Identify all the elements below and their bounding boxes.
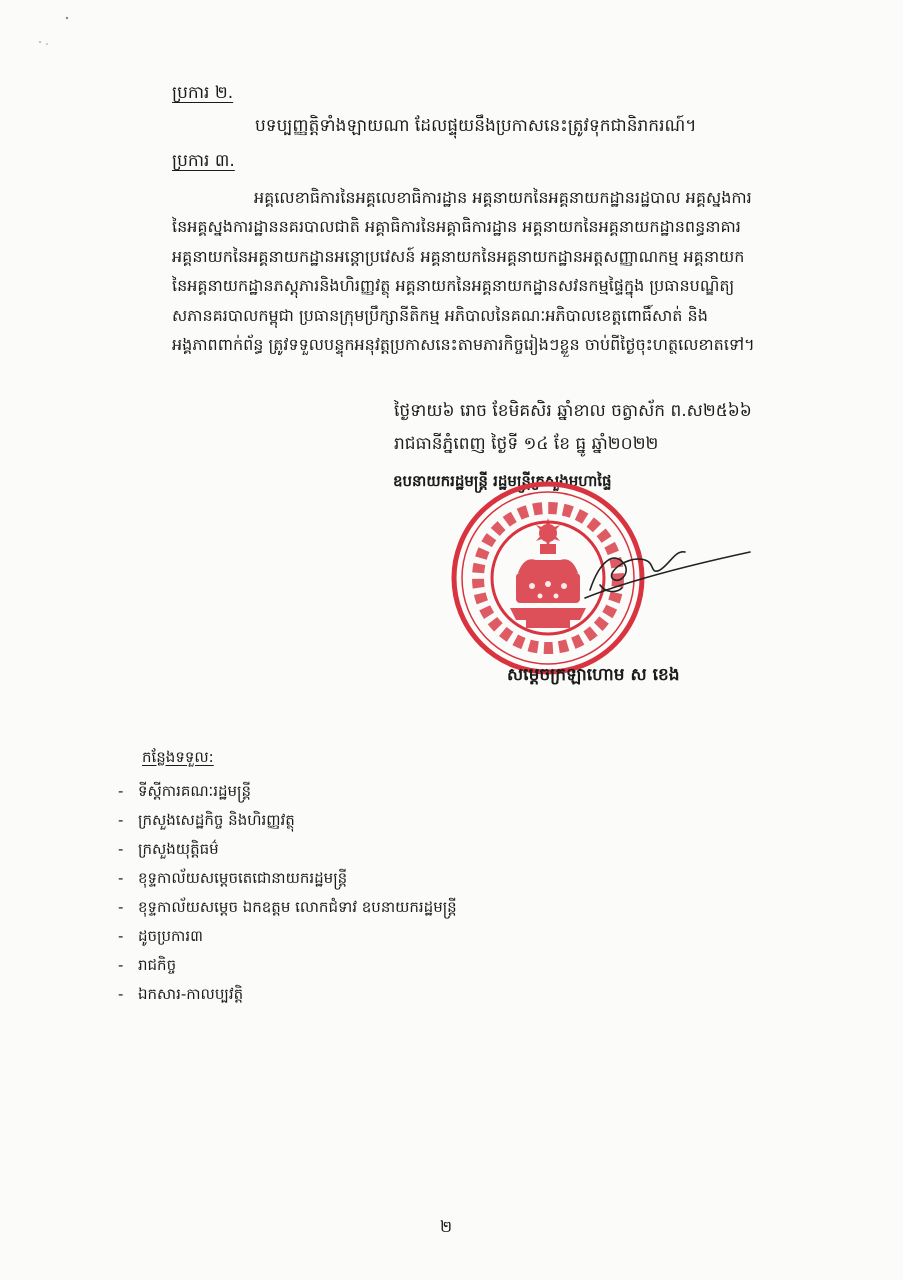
signer-name: សម្តេចក្រឡាហោម ស ខេង xyxy=(507,665,680,685)
article-3-line: អគ្គនាយកនៃអគ្គនាយកដ្ឋានអន្តោប្រវេសន៍ អគ្គនាយកនៃអគ្គនាយកដ្ឋានអត្តសញ្ញាណកម្ម អគ្គនាយក xyxy=(172,246,745,266)
lunar-date: ថ្ងៃទាយ៦ រោច ខែមិគសិរ ឆ្នាំខាល ចត្វាស័ក ព.ស២៥៦៦ xyxy=(394,401,752,421)
list-item: - ខុទ្ទកាល័យសម្តេចតេជោនាយករដ្ឋមន្ត្រី xyxy=(118,869,348,887)
list-item: - ទីស្តីការគណៈរដ្ឋមន្ត្រី xyxy=(118,782,252,800)
article-3-body xyxy=(172,183,872,359)
list-item: - រាជកិច្ច xyxy=(118,956,177,974)
list-item: - ដូចប្រការ៣ xyxy=(118,927,203,945)
article-2-title: ប្រការ ២. xyxy=(172,83,234,103)
scan-specks xyxy=(0,0,120,60)
recipients-title: កន្លែងទទួល: xyxy=(142,748,214,766)
handwritten-signature xyxy=(570,530,760,610)
article-2-text: បទប្បញ្ញត្តិទាំងឡាយណា ដែលផ្ទុយនឹងប្រកាសនេះត្រូវទុកជានិរាករណ៍។ xyxy=(255,116,697,136)
solar-date: រាជធានីភ្នំពេញ ថ្ងៃទី ១៤ ខែ ធ្នូ ឆ្នាំ២០២២ xyxy=(394,434,659,454)
list-item: - ឯកសារ-កាលប្បវត្តិ xyxy=(118,985,244,1003)
article-3-line: អគ្គលេខាធិការនៃអគ្គលេខាធិការដ្ឋាន អគ្គនាយកនៃអគ្គនាយកដ្ឋានរដ្ឋបាល អគ្គស្នងការ xyxy=(254,188,752,207)
article-3-line: អង្គភាពពាក់ព័ន្ធ ត្រូវទទួលបន្ទុកអនុវត្តប្រកាសនេះតាមភារកិច្ចរៀងៗខ្លួន ចាប់ពីថ្ងៃចុះហត្ថលេខាតទៅ។ xyxy=(172,335,755,355)
recipients-list xyxy=(118,777,457,1009)
page-number: ២ xyxy=(440,1217,453,1236)
list-item: - ក្រសួងយុត្តិធម៌ xyxy=(118,840,219,858)
list-item: - ក្រសួងសេដ្ឋកិច្ច និងហិរញ្ញវត្ថុ xyxy=(118,811,295,829)
article-3-line: នៃអគ្គស្នងការដ្ឋាននគរបាលជាតិ អគ្គាធិការនៃអគ្គាធិការដ្ឋាន អគ្គនាយកនៃអគ្គនាយកដ្ឋានពន្ធនាគារ xyxy=(172,217,741,237)
article-3-line: នៃអគ្គនាយកដ្ឋានភស្តុភារនិងហិរញ្ញវត្ថុ អគ្គនាយកនៃអគ្គនាយកដ្ឋានសវនកម្មផ្ទៃក្នុង ប្រធានបណ្ឌិត្យ xyxy=(172,276,735,296)
list-item: - ខុទ្ទកាល័យសម្តេច ឯកឧត្តម លោកជំទាវ ឧបនាយករដ្ឋមន្ត្រី xyxy=(118,898,457,916)
signer-title: ឧបនាយករដ្ឋមន្ត្រី រដ្ឋមន្ត្រីក្រសួងមហាផ្ទៃ xyxy=(393,472,612,490)
article-3-line: សភានគរបាលកម្ពុជា ប្រធានក្រុមប្រឹក្សានីតិកម្ម អភិបាលនៃគណៈអភិបាលខេត្តពោធិ៍សាត់ និង xyxy=(172,305,708,325)
article-3-title: ប្រការ ៣. xyxy=(172,151,235,171)
